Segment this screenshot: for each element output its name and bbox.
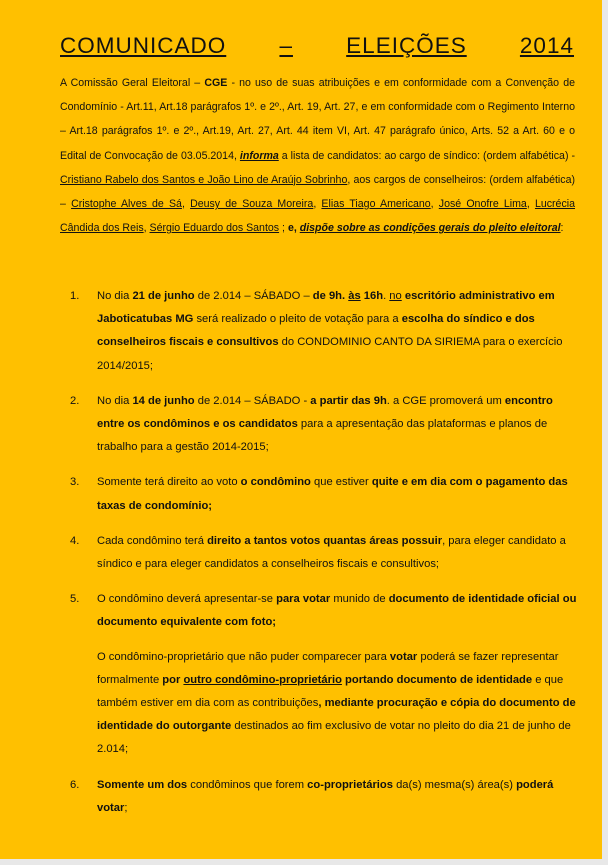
dispoe-phrase: dispõe sobre as condições gerais do pleito eleitoral: [299, 222, 561, 235]
item-text: votar: [389, 650, 418, 663]
item-text: direito a tantos votos quantas áreas possuir: [207, 534, 443, 547]
separator: :: [560, 222, 564, 235]
list-item: [70, 530, 578, 576]
sindico-candidates: Cristiano Rabelo dos Santos e João Lino de Araújo Sobrinho: [60, 173, 348, 186]
item-text: destinados ao fim exclusivo de votar no pleito do dia 21 de junho de 2.014;: [97, 720, 571, 756]
list-item: [70, 390, 578, 460]
title-word: ELEIÇÕES: [346, 33, 467, 58]
item-date: 14 de junho: [132, 394, 195, 407]
item-time: 16h: [363, 290, 384, 302]
item-text: será realizado o pleito de votação para a: [193, 313, 402, 326]
item-text: poderá se: [417, 650, 474, 663]
intro-text: a lista de candidatos: ao cargo de síndico: (ordem alfabética) -: [278, 149, 575, 162]
item-text: de 2.014 – SÁBADO -: [194, 394, 311, 407]
item-text: No dia: [97, 394, 133, 407]
item-number: 4.: [70, 534, 80, 547]
item-text: , mediante procuração e cópia do documento de identidade do outorgante: [97, 697, 576, 733]
item-text: encontro entre os condôminos e os candidatos: [97, 394, 553, 431]
list-item: [70, 471, 578, 517]
intro-paragraph: [60, 71, 575, 240]
item-text: ;: [124, 801, 128, 814]
item-time: de 9h.: [312, 290, 346, 302]
cge-acronym: CGE: [204, 77, 228, 89]
candidate-name: Deusy de Souza Moreira: [190, 198, 314, 211]
item-text: co-proprietários: [307, 778, 393, 791]
page-title: [60, 33, 574, 59]
item-text: por: [162, 673, 184, 686]
candidate-name: Lucrécia Cândida dos Reis: [60, 198, 575, 235]
intro-text: e,: [287, 222, 297, 235]
item-date: 21 de junho: [132, 290, 195, 302]
item-text: escolha do síndico e dos conselheiros fiscais e consultivos: [97, 313, 535, 349]
item-text: outro condômino-proprietário: [183, 673, 342, 686]
item-text: para votar: [276, 593, 331, 606]
informa-word: informa: [239, 149, 279, 162]
item-text: portando documento de identidade: [341, 673, 533, 686]
intro-text: A Comissão Geral Eleitoral –: [60, 77, 205, 89]
title-word: –: [279, 33, 293, 58]
item-text: condôminos que forem: [187, 778, 308, 791]
item-text: da(s) mesma(s) área(s): [392, 778, 517, 791]
item-text: quite e em dia com o pagamento das taxas de condomínio;: [97, 476, 568, 512]
title-word: COMUNICADO: [60, 33, 227, 58]
item-number: 3.: [70, 476, 80, 489]
title-word: 2014: [519, 33, 574, 58]
separator: ,: [143, 222, 150, 235]
item-text: documento de identidade oficial ou documento equivalente com foto;: [97, 593, 577, 629]
candidate-name: Sérgio Eduardo dos Santos: [149, 222, 280, 235]
item-text: às: [348, 290, 361, 302]
candidate-name: Elias Tiago Americano: [321, 198, 431, 211]
separator: ,: [430, 198, 439, 211]
separator: ,: [181, 198, 191, 211]
item-number: 1.: [70, 290, 80, 302]
intro-text: , aos cargos de conselheiros: (ordem alfabética) –: [60, 173, 575, 211]
item-text: representar formalmente: [97, 650, 559, 686]
item-number: 5.: [70, 593, 80, 606]
item-text: fazer: [473, 650, 499, 663]
item-location: escritório administrativo em Jaboticatubas MG: [97, 290, 555, 326]
item-number: 6.: [70, 778, 80, 791]
item-text: de 2.014 – SÁBADO –: [194, 290, 313, 302]
item-subparagraph: [97, 646, 578, 762]
separator: ,: [313, 198, 322, 211]
item-text: . a CGE promoverá um: [386, 394, 505, 407]
item-text: Somente terá direito ao voto: [97, 476, 241, 489]
item-text: O condômino-proprietário que não puder comparecer para: [97, 650, 390, 663]
item-text: para a apresentação das plataformas e planos de trabalho para a gestão 2014-2015;: [97, 418, 548, 454]
item-text: o condômino: [240, 476, 311, 489]
item-number: 2.: [70, 394, 80, 407]
item-text: Cada condômino terá: [97, 534, 208, 547]
item-text: .: [383, 290, 390, 302]
conditions-list: [70, 285, 578, 832]
candidate-name: Cristophe Alves de Sá: [71, 198, 182, 211]
separator: ;: [279, 222, 288, 235]
list-item: [70, 774, 578, 820]
list-item: [70, 285, 578, 378]
item-text: que estiver: [310, 476, 372, 489]
item-text: O condômino deverá apresentar-se: [97, 593, 277, 606]
item-text: , para eleger candidato a síndico e para eleger candidatos a conselheiros fiscais e consultivos;: [97, 534, 566, 571]
item-text: munido de: [330, 593, 389, 606]
separator: ,: [526, 198, 535, 211]
item-text: no: [389, 290, 402, 302]
intro-text: - no uso de suas atribuições e em conformidade com a Convenção de Condomínio - Art.11, Art.18 parágrafos 1º. e 2º., Art. 19, Art. 27, e em conformidade com o Regimento Interno – Art.18 parágrafos 1º. e 2º., Art.19, Art. 27, Art. 44 item VI, Art. 47 parágrafo único, Arts. 52 a Art. 60 e o Edital de Convocação de 03.05.2014,: [60, 77, 575, 162]
list-item: [70, 588, 578, 761]
item-text: No dia: [97, 290, 133, 302]
candidate-name: José Onofre Lima: [438, 198, 527, 211]
item-text: poderá votar: [97, 778, 554, 814]
item-text: e que também estiver em dia com as contribuições: [97, 673, 564, 710]
item-text: Somente um dos: [97, 778, 188, 791]
item-text: do CONDOMINIO CANTO DA SIRIEMA para o exercício 2014/2015;: [97, 336, 563, 372]
item-time: a partir das 9h: [310, 394, 387, 407]
